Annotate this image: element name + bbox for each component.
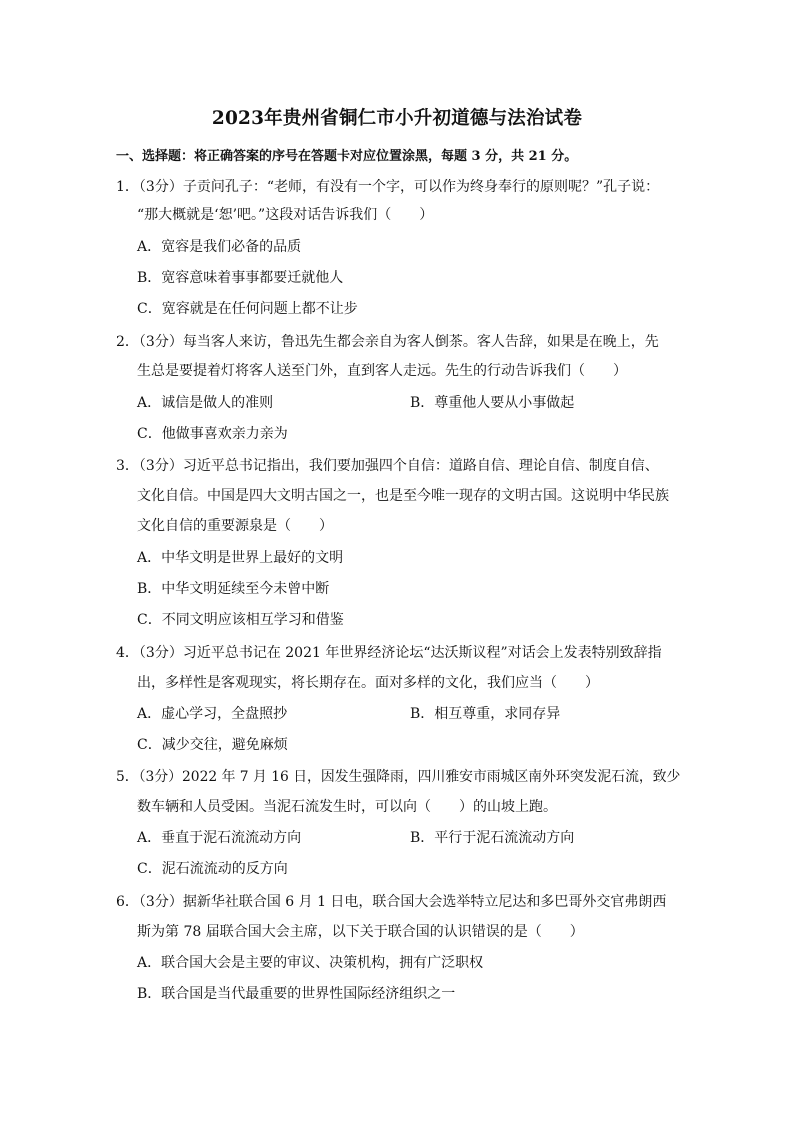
question-4-option-b: B．相互尊重，求同存异 <box>410 706 561 722</box>
question-5-option-a: A．垂直于泥石流流动方向 <box>137 830 302 846</box>
question-6-stem-line-2: 斯为第 78 届联合国大会主席，以下关于联合国的认识错误的是（ ） <box>137 924 584 940</box>
question-3-option-a: A．中华文明是世界上最好的文明 <box>137 550 344 566</box>
question-3-option-c: C．不同文明应该相互学习和借鉴 <box>137 612 344 628</box>
question-5-stem-line-2: 数车辆和人员受困。当泥石流发生时，可以向（ ）的山坡上跑。 <box>137 799 557 815</box>
question-3-option-b: B．中华文明延续至今未曾中断 <box>137 581 330 597</box>
question-2-option-c: C．他做事喜欢亲力亲为 <box>137 426 288 442</box>
question-3-stem-line-2: 文化自信。中国是四大文明古国之一，也是至今唯一现存的文明古国。这说明中华民族 <box>137 488 669 504</box>
question-5-option-c: C．泥石流流动的反方向 <box>137 861 288 877</box>
question-1-option-b: B．宽容意味着事事都要迁就他人 <box>137 270 344 286</box>
question-4-option-a: A．虚心学习，全盘照抄 <box>137 706 288 722</box>
question-1-option-a: A．宽容是我们必备的品质 <box>137 239 302 255</box>
question-2-option-b: B．尊重他人要从小事做起 <box>410 395 575 411</box>
question-6-option-b: B．联合国是当代最重要的世界性国际经济组织之一 <box>137 986 456 1002</box>
question-1-option-c: C．宽容就是在任何问题上都不让步 <box>137 301 358 317</box>
question-4-stem-line-1: 4．（3分）习近平总书记在 2021 年世界经济论坛“达沃斯议程”对话会上发表特别致辞指 <box>116 645 662 661</box>
question-6-stem-line-1: 6．（3分）据新华社联合国 6 月 1 日电，联合国大会选举特立尼达和多巴哥外交官弗朗西 <box>116 894 667 910</box>
question-2-stem-line-1: 2．（3分）每当客人来访，鲁迅先生都会亲自为客人倒茶。客人告辞，如果是在晚上，先 <box>116 334 659 350</box>
question-6-option-a: A．联合国大会是主要的审议、决策机构，拥有广泛职权 <box>137 955 484 971</box>
question-3-stem-line-3: 文化自信的重要源泉是（ ） <box>137 518 333 534</box>
question-1-stem-line-1: 1．（3分）子贡问孔子：“老师，有没有一个字，可以作为终身奉行的原则呢？”孔子说： <box>116 179 660 195</box>
question-1-stem-line-2: “那大概就是‘恕’吧。”这段对话告诉我们（ ） <box>137 207 434 223</box>
question-3-stem-line-1: 3．（3分）习近平总书记指出，我们要加强四个自信：道路自信、理论自信、制度自信、 <box>116 458 659 474</box>
page-title: 2023年贵州省铜仁市小升初道德与法治试卷 <box>211 108 583 129</box>
question-5-stem-line-1: 5．（3分）2022 年 7 月 16 日，因发生强降雨，四川雅安市雨城区南外环突发泥石流，致少 <box>116 769 681 785</box>
question-2-option-a: A．诚信是做人的准则 <box>137 395 274 411</box>
section-heading: 一、选择题：将正确答案的序号在答题卡对应位置涂黑，每题 3 分，共 21 分。 <box>116 149 578 164</box>
question-4-stem-line-2: 出，多样性是客观现实，将长期存在。面对多样的文化，我们应当（ ） <box>137 675 599 691</box>
question-4-option-c: C．减少交往，避免麻烦 <box>137 737 288 753</box>
question-2-stem-line-2: 生总是要提着灯将客人送至门外，直到客人走远。先生的行动告诉我们（ ） <box>137 363 627 379</box>
question-5-option-b: B．平行于泥石流流动方向 <box>410 830 575 846</box>
